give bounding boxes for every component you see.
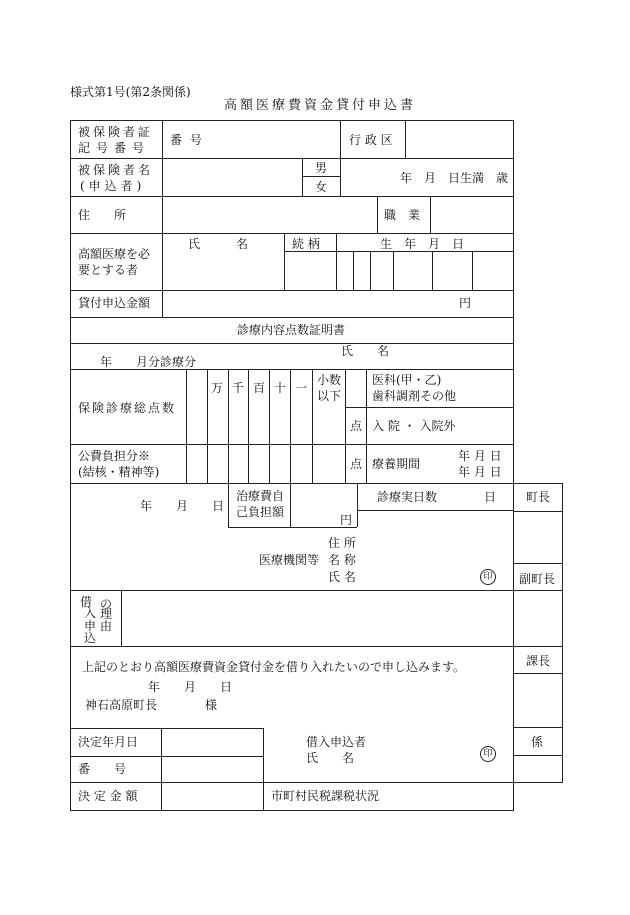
application-date: 年 月 日 — [148, 680, 233, 694]
treatment-period-label: 療養期間 — [372, 457, 421, 471]
reason-char-2b: 理 — [100, 607, 113, 621]
address-label: 住 所 — [78, 208, 127, 222]
approval-section-chief: 課長 — [526, 654, 551, 668]
patient-label-line2: 要とする者 — [78, 263, 139, 277]
institution-seal-icon: 印 — [480, 569, 496, 585]
gender-female: 女 — [315, 180, 328, 194]
treatment-days-label: 診療実日数 — [377, 490, 438, 504]
form-title: 高額医療費資金貸付申込書 — [224, 98, 417, 113]
certification-date: 年 月 日 — [140, 499, 225, 513]
applicant-label: 借入申込者 — [306, 735, 367, 749]
copay-label-line1: 治療費自 — [236, 489, 285, 503]
department-dental: 歯科調剤その他 — [372, 389, 457, 403]
digit-ichi: 一 — [295, 381, 308, 395]
reason-char-1b: の — [100, 597, 113, 611]
patient-label-line1: 高額医療を必 — [78, 247, 151, 261]
application-statement: 上記のとおり高額医療費資金貸付金を借り入れたいので申し込みます。 — [82, 660, 466, 674]
insured-name-label-line2: (申込者) — [80, 179, 146, 193]
copay-label-line2: 己負担額 — [236, 505, 285, 519]
decision-number-label: 番 号 — [78, 762, 127, 776]
number-label: 番 号 — [170, 133, 204, 147]
reason-char-1: 借 — [80, 595, 93, 609]
decision-amount-label: 決 定 金 額 — [78, 789, 138, 803]
reason-char-4: 由 — [100, 619, 113, 633]
occupation-label: 職 業 — [384, 208, 421, 222]
applicant-name-label: 氏 名 — [306, 751, 355, 765]
treatment-period-end: 年 月 日 — [458, 465, 502, 479]
institution-label: 医療機関等 — [259, 553, 320, 567]
approval-staff: 係 — [531, 735, 544, 749]
digit-man: 万 — [211, 381, 224, 395]
decimal-label-line2: 以下 — [317, 389, 342, 403]
patient-name-header: 氏 名 — [188, 237, 249, 251]
copay-yen: 円 — [340, 513, 353, 527]
approval-mayor: 町長 — [526, 490, 551, 504]
institution-address-label: 住 所 — [328, 536, 356, 550]
insured-name-label-line1: 被保険者名 — [78, 163, 154, 177]
public-burden-label-line2: (結核・精神等) — [78, 465, 160, 479]
applicant-seal-icon: 印 — [480, 746, 496, 762]
approval-vice-mayor: 副町長 — [519, 572, 556, 586]
public-points-unit: 点 — [350, 457, 363, 471]
loan-amount-yen: 円 — [459, 296, 472, 310]
department-medical: 医科(甲・乙) — [372, 373, 442, 387]
loan-amount-label: 貸付申込金額 — [78, 296, 151, 310]
birthdate-header: 生 年 月 日 — [380, 237, 465, 251]
points-unit: 点 — [350, 419, 363, 433]
decision-date-label: 決定年月日 — [78, 735, 139, 749]
tax-status-label: 市町村民税課税状況 — [271, 789, 380, 803]
total-points-label: 保険診療総点数 — [78, 401, 177, 415]
inpatient-outpatient: 入 院 ・ 入院外 — [372, 419, 456, 433]
form-number: 様式第1号(第2条関係) — [70, 85, 191, 99]
public-burden-label-line1: 公費負担分※ — [78, 449, 151, 463]
reason-char-2: 入 — [84, 606, 97, 620]
insurance-card-label-line2: 記号番号 — [78, 141, 151, 155]
insurance-card-label-line1: 被保険者証 — [78, 125, 154, 139]
reason-char-3: 申 — [84, 619, 97, 633]
digit-hyaku: 百 — [253, 381, 266, 395]
digit-juu: 十 — [274, 381, 287, 395]
certificate-title: 診療内容点数証明書 — [237, 323, 346, 337]
decimal-label-line1: 小数 — [317, 373, 342, 387]
reason-char-5: 込 — [84, 631, 97, 645]
digit-sen: 千 — [232, 381, 245, 395]
institution-name-label: 名 称 — [328, 553, 356, 567]
birthdate-age-label: 年 月 日生満 歳 — [400, 171, 509, 185]
treatment-period-start: 年 月 日 — [458, 449, 502, 463]
certificate-patient-name: 氏 名 — [341, 344, 390, 358]
treatment-month: 年 月分診療分 — [100, 355, 197, 369]
institution-person-label: 氏 名 — [328, 570, 356, 584]
relation-header: 続 柄 — [292, 237, 320, 251]
gender-male: 男 — [315, 161, 328, 175]
treatment-days-unit: 日 — [484, 490, 497, 504]
district-label: 行 政 区 — [349, 133, 393, 147]
addressee: 神石高原町長 様 — [85, 698, 218, 712]
